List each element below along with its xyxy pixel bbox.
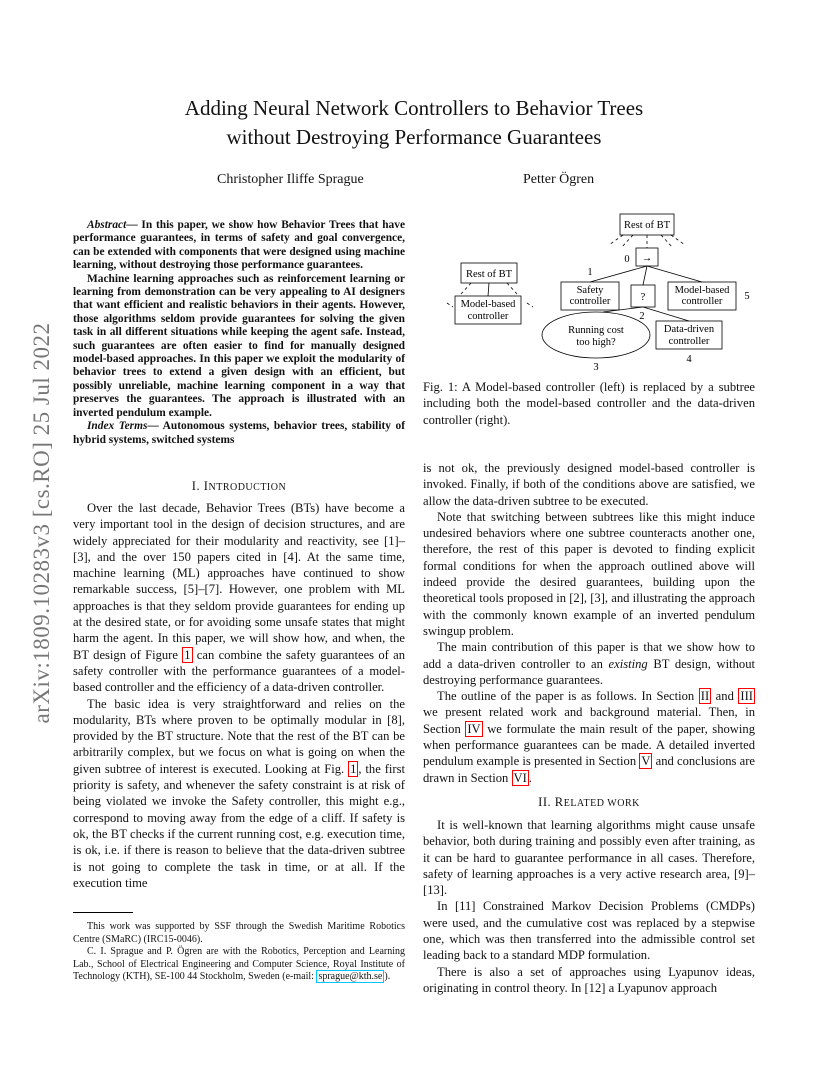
index-terms-label: Index Terms <box>87 420 148 433</box>
model-left-label-2: controller <box>467 311 509 322</box>
node-number-3: 3 <box>593 362 599 373</box>
running-cost-label-1: Running cost <box>568 325 624 336</box>
right-paragraph-1: is not ok, the previously designed model-based controller is invoked. Finally, if both of the conditions above are satisfied, we allow the data-driven subtree to be executed. <box>423 461 755 508</box>
abstract <box>73 219 405 447</box>
abstract-label: Abstract <box>87 219 127 231</box>
figure-1-diagram <box>423 210 763 375</box>
text: ). <box>384 971 391 982</box>
right-column-text-top <box>423 460 755 786</box>
figure-1-caption: Fig. 1: A Model-based controller (left) is replaced by a subtree including both the model-based controller and the data-driven controller (right). <box>423 380 755 427</box>
section-heading-related-work <box>423 795 755 810</box>
text: C. I. Sprague and P. Ögren are with the Robotics, Perception and Learning Lab., School of Electrical Engineering and Computer Science, Royal Institute of Technology (KTH), SE-100 44 Stockholm, Sweden (e-mail: <box>73 946 405 982</box>
related-paragraph-3: There is also a set of approaches using Lyapunov ideas, originating in control theory. In [12] a Lyapunov approach <box>423 964 755 995</box>
data-driven-label-2: controller <box>668 336 710 347</box>
data-driven-label-1: Data-driven <box>663 324 715 335</box>
intro-paragraph-2 <box>73 696 405 892</box>
node-number-5: 5 <box>744 291 750 302</box>
footnote-affiliation <box>73 946 405 984</box>
model-right-label-1: Model-based <box>674 285 730 296</box>
left-column-text <box>73 500 405 891</box>
title-line-2: without Destroying Performance Guarantees <box>226 125 602 149</box>
text: Over the last decade, Behavior Trees (BTs) have become a very important tool in the design of decision structures, and are widely appreciated for their modularity and reactivity, see [1]–[3], and the over 150 papers cited in [4]. At the same time, machine learning (ML) approaches have continued to show remarkable success, [5]–[7]. However, one problem with ML approaches is that they seldom provide guarantees for ending up at the desired state, or for avoiding some unsafe states that might harm the agent. In this paper, we will show how, and when, the BT design of Figure <box>73 501 405 662</box>
email-link[interactable]: sprague@kth.se <box>318 971 383 982</box>
rest-of-bt-top-label: Rest of BT <box>623 220 671 231</box>
intro-paragraph-1 <box>73 500 405 696</box>
running-cost-label-2: too high? <box>576 337 616 348</box>
section-ref-link[interactable]: V <box>641 754 651 769</box>
text: and conclusions are drawn in Section <box>423 754 755 785</box>
figure-ref-link[interactable]: 1 <box>350 761 357 776</box>
arxiv-id: arXiv:1809.10283v3 [cs.RO] 25 Jul 2022 <box>29 322 54 724</box>
author-2: Petter Ögren <box>523 172 595 187</box>
text: we formulate the main result of the paper, showing when performance guarantees can be made. A detailed inverted pendulum example is presented in Section <box>423 721 755 769</box>
text: we present related work and background material. Then, in Section <box>423 705 755 736</box>
emphasis: existing <box>608 656 648 671</box>
text: can combine the safety guarantees of an safety controller with the performance guarantees of a model-based controller and the efficiency of a data-driven controller. <box>73 647 405 695</box>
safety-label-2: controller <box>569 296 611 307</box>
section-ref-link[interactable]: IV <box>467 721 481 736</box>
text: The basic idea is very straightforward and relies on the modularity, BTs where proven to be optimally modular in [8], provided by the BT structure. Note that the rest of the BT can be arbitrarily complex, but we focus on what is going on when the given subtree of interest is executed. Looking at Fig. <box>73 696 405 776</box>
right-column-text-bottom <box>423 817 755 996</box>
abstract-p2: Machine learning approaches such as reinforcement learning or learning from demonstration can be very appealing to AI designers that want efficient and realistic behaviors in their agents. However, those algorithms seldom provide guarantees for solving the given task in all different situations while keeping the agent safe. Instead, such guarantees are often easier to find for manually designed model-based approaches. In this paper we exploit the modularity of behavior trees to extend a given design with an efficient, but possibly unreliable, machine learning component in a way that preserves the guarantees. The approach is illustrated with an inverted pendulum example. <box>73 272 405 419</box>
text: The outline of the paper is as follows. In Section <box>437 689 699 704</box>
safety-label-1: Safety <box>576 285 604 296</box>
node-number-0: 0 <box>624 254 630 265</box>
related-paragraph-2: In [11] Constrained Markov Decision Problems (CMDPs) were used, and the cumulative cost was replaced by a stepwise one, which was then transferred into the admissible control set leading back to a standard MDP formulation. <box>423 899 755 963</box>
right-paragraph-3 <box>423 639 755 688</box>
rest-of-bt-left-label: Rest of BT <box>465 269 513 280</box>
section-ref-link[interactable]: VI <box>513 770 527 785</box>
section-heading-introduction <box>73 479 405 494</box>
section-ref-link[interactable]: II <box>700 689 710 704</box>
model-left-label-1: Model-based <box>460 299 516 310</box>
footnote-funding: This work was supported by SSF through the Swedish Maritime Robotics Centre (SMaRC) (IRC15-0046). <box>73 921 405 945</box>
section-title-rest: ELATED WORK <box>563 798 640 809</box>
text: , the first priority is safety, and whenever the safety constraint is at risk of being violated we invoke the Safety controller, this might e.g., correspond to moving away from the edge of a cliff. If safety is ok, the BT checks if the current running cost, e.g. execution time, is ok, i.e. if there is reason to believe that the data-driven subtree is not going to complete the task in time, or at all. If the execution time <box>73 761 405 890</box>
footnotes <box>73 921 405 984</box>
node-number-4: 4 <box>686 354 692 365</box>
footnote-rule <box>73 912 133 913</box>
fallback-symbol: ? <box>640 292 646 303</box>
section-title-rest: NTRODUCTION <box>208 482 287 493</box>
author-1: Christopher Iliffe Sprague <box>217 172 364 187</box>
text: . <box>528 770 532 785</box>
paper-title <box>0 94 828 152</box>
related-paragraph-1: It is well-known that learning algorithms might cause unsafe behavior, both during training and possibly even after training, as it can be hard to guarantee performance in all cases. Therefore, safety of learning approaches is a very active research area, [9]–[13]. <box>423 818 755 898</box>
node-number-1: 1 <box>587 267 593 278</box>
text: The main contribution of this paper is that we show how to add a data-driven controller to an <box>423 640 755 671</box>
model-right-label-2: controller <box>681 296 723 307</box>
text: and <box>711 689 739 704</box>
section-ref-link[interactable]: III <box>740 689 753 704</box>
abstract-p1: — In this paper, we show how Behavior Trees that have performance guarantees, in terms of safety and goal convergence, can be extended with components that were designed using machine learning, without destroying those performance guarantees. <box>73 219 405 272</box>
node-number-2: 2 <box>639 311 645 322</box>
section-number: II. R <box>538 795 564 809</box>
figure-ref-link[interactable]: 1 <box>184 647 191 662</box>
text: BT design, without destroying performance guarantees. <box>423 656 755 687</box>
sequence-symbol: → <box>641 253 653 264</box>
arxiv-side-label <box>12 268 72 778</box>
index-terms: — Autonomous systems, behavior trees, stability of hybrid systems, switched systems <box>73 420 405 446</box>
section-number: I. I <box>191 479 209 493</box>
title-line-1: Adding Neural Network Controllers to Behavior Trees <box>184 96 644 120</box>
right-paragraph-4 <box>423 688 755 786</box>
right-paragraph-2: Note that switching between subtrees like this might induce undesired behaviors where one subtree counteracts another one, therefore, the rest of this paper is devoted to finding explicit formal conditions for when the approach outlined above will indeed provide the desired guarantees, building upon the theoretical tools proposed in [2], [3], and illustrating the approach with the commonly known example of an inverted pendulum swingup problem. <box>423 509 755 638</box>
